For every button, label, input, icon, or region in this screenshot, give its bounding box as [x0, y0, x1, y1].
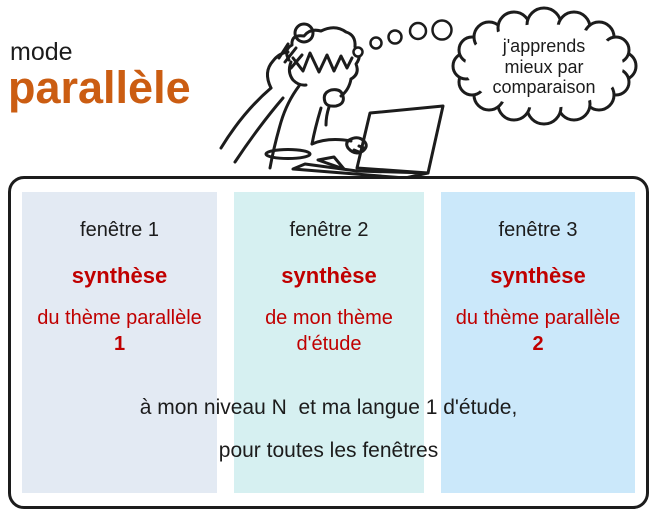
window-2-title: fenêtre 2 [289, 219, 369, 241]
thought-bubble-line: mieux par [504, 56, 584, 77]
thought-bubble-line: comparaison [492, 77, 596, 98]
window-3-line2: 2 [532, 333, 544, 355]
window-1-heading: synthèse [71, 263, 168, 288]
window-3-line1: du thème parallèle [455, 307, 621, 329]
window-1-line1: du thème parallèle [37, 307, 202, 329]
mode-label: mode [10, 38, 73, 66]
window-2-line2: d'étude [296, 333, 362, 355]
footer-note [11, 386, 646, 472]
footer-line-1: à mon niveau N et ma langue 1 d'étude, [139, 396, 518, 419]
window-2-heading: synthèse [281, 263, 377, 288]
window-2-line1: de mon thème [265, 307, 393, 329]
thought-bubble-line: j'apprends [502, 36, 586, 57]
window-1-line2: 1 [113, 333, 126, 355]
thought-trail-icon [350, 16, 460, 64]
thought-bubble-text [446, 6, 642, 128]
windows-board [8, 176, 649, 509]
footer-line-2: pour toutes les fenêtres [218, 439, 439, 462]
window-3-title: fenêtre 3 [498, 219, 578, 241]
window-1-title: fenêtre 1 [80, 219, 159, 241]
mode-name: parallèle [8, 62, 191, 113]
window-3-heading: synthèse [490, 263, 586, 288]
